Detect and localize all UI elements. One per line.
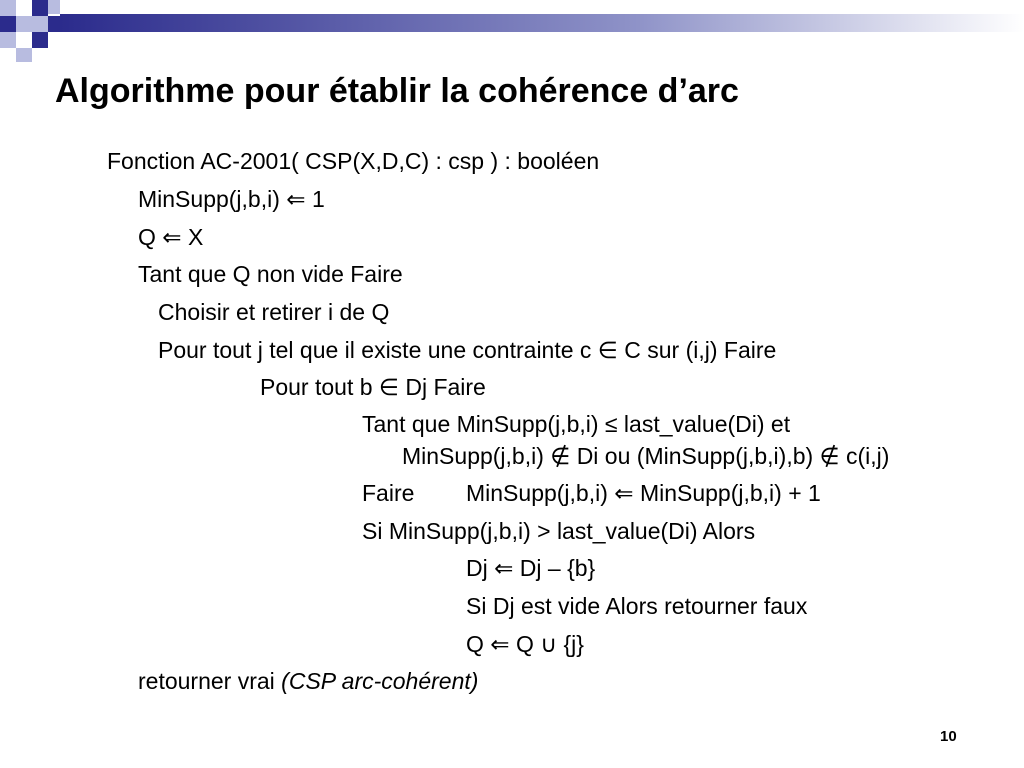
code-comment: (CSP arc-cohérent) [281,668,479,694]
deco-square [48,16,60,32]
code-line: MinSupp(j,b,i) ⇐ 1 [138,186,325,212]
code-statement: MinSupp(j,b,i) ⇐ MinSupp(j,b,i) + 1 [466,480,821,506]
deco-square [0,0,16,16]
deco-square [32,32,48,48]
deco-square [32,16,48,32]
deco-square [16,16,32,32]
code-line: MinSupp(j,b,i) ∉ Di ou (MinSupp(j,b,i),b) ∉ c(i,j) [402,443,890,469]
code-line: Pour tout j tel que il existe une contrainte c ∈ C sur (i,j) Faire [158,337,777,363]
code-statement: retourner vrai [138,668,282,694]
deco-square [16,0,32,16]
code-line: Pour tout b ∈ Dj Faire [260,374,486,400]
code-line: Dj ⇐ Dj – {b} [466,555,596,581]
deco-square [48,0,60,14]
deco-square [16,32,32,48]
code-line [362,482,821,505]
code-line: Q ⇐ X [138,224,204,250]
page-number: 10 [940,728,957,745]
code-line: Choisir et retirer i de Q [158,299,390,325]
header-gradient-bar [60,14,1024,32]
code-line: Fonction AC-2001( CSP(X,D,C) : csp ) : booléen [107,148,600,174]
code-line: Q ⇐ Q ∪ {j} [466,631,584,657]
code-keyword: Faire [362,480,415,506]
code-line: Tant que MinSupp(j,b,i) ≤ last_value(Di) et [362,411,791,437]
deco-square [0,32,16,48]
deco-square [0,16,16,32]
code-line: Tant que Q non vide Faire [138,261,403,287]
deco-square [16,48,32,62]
slide-title: Algorithme pour établir la cohérence d’arc [55,72,739,110]
deco-square [32,0,48,16]
corner-decoration [0,0,1024,64]
code-line: Si Dj est vide Alors retourner faux [466,593,808,619]
code-line: Si MinSupp(j,b,i) > last_value(Di) Alors [362,518,756,544]
code-line [138,670,478,693]
